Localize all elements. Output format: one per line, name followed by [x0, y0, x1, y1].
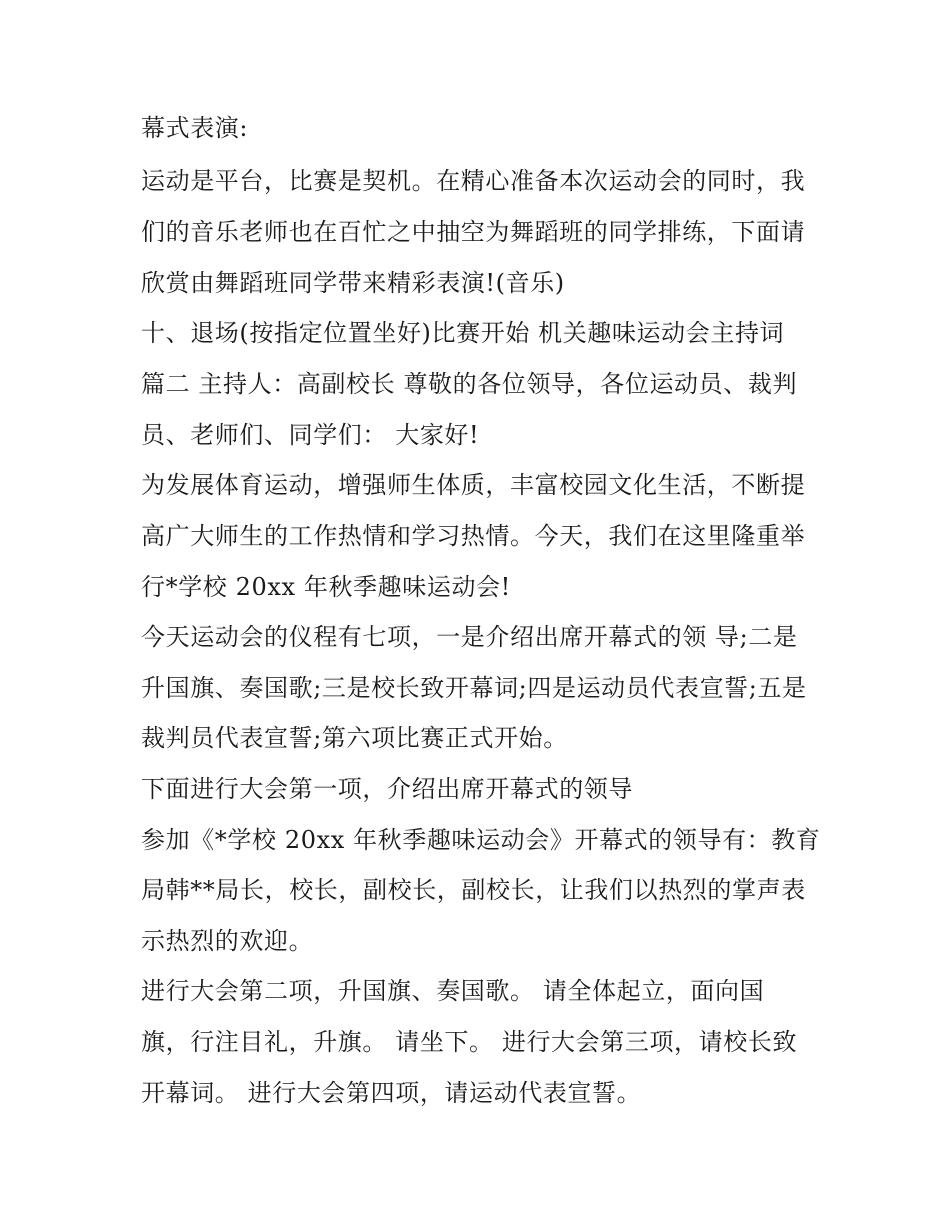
text-line: 今天运动会的仪程有七项，一是介绍出席开幕式的领 导;二是 — [141, 623, 798, 651]
text-line: 运动是平台，比赛是契机。在精心准备本次运动会的同时，我 — [141, 167, 806, 195]
text-line: 旗，行注目礼，升旗。 请坐下。 进行大会第三项，请校长致 — [141, 1028, 798, 1056]
text-line: 高广大师生的工作热情和学习热情。今天，我们在这里隆重举 — [141, 522, 806, 550]
text-line: 欣赏由舞蹈班同学带来精彩表演!(音乐) — [141, 269, 565, 297]
text-line: 为发展体育运动，增强师生体质，丰富校园文化生活，不断提 — [141, 471, 806, 499]
text-line: 十、退场(按指定位置坐好)比赛开始 机关趣味运动会主持词 — [141, 319, 785, 347]
text-line: 行*学校 20xx 年秋季趣味运动会! — [141, 573, 511, 601]
text-line: 下面进行大会第一项，介绍出席开幕式的领导 — [141, 775, 633, 803]
text-line: 员、老师们、同学们： 大家好! — [141, 421, 480, 449]
text-line: 裁判员代表宣誓;第六项比赛正式开始。 — [141, 724, 568, 752]
text-line: 进行大会第二项，升国旗、奏国歌。 请全体起立，面向国 — [141, 977, 765, 1005]
text-line: 局韩**局长，校长，副校长，副校长，让我们以热烈的掌声表 — [141, 876, 806, 904]
text-line: 参加《*学校 20xx 年秋季趣味运动会》开幕式的领导有：教育 — [141, 826, 821, 854]
text-line: 们的音乐老师也在百忙之中抽空为舞蹈班的同学排练，下面请 — [141, 218, 806, 246]
text-line: 开幕词。 进行大会第四项，请运动代表宣誓。 — [141, 1079, 642, 1107]
text-line: 篇二 主持人：高副校长 尊敬的各位领导，各位运动员、裁判 — [141, 370, 798, 398]
text-line: 示热烈的欢迎。 — [141, 927, 314, 955]
text-line: 升国旗、奏国歌;三是校长致开幕词;四是运动员代表宣誓;五是 — [141, 674, 807, 702]
text-line: 幕式表演: — [141, 114, 249, 142]
